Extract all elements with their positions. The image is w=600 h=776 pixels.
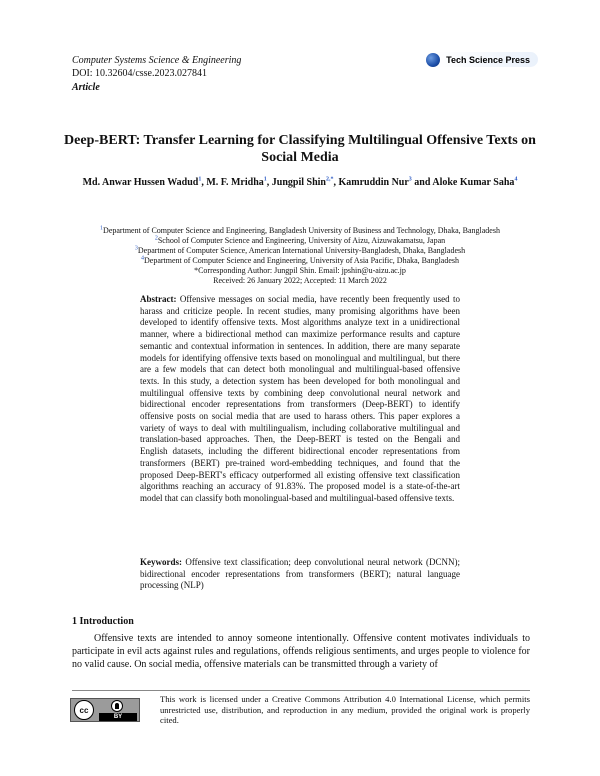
abstract-label: Abstract: [140, 294, 177, 304]
corresponding-author: *Corresponding Author: Jungpil Shin. Email: jpshin@u-aizu.ac.jp [194, 266, 406, 275]
section-body: Offensive texts are intended to annoy someone intentionally. Offensive content motivates individuals to participate in evil acts against rules and regulations, offends religious sentiments, and urges people to violence for no valid cause. On social media, offensive materials can be transmitted through a variety of [72, 633, 530, 670]
cc-by-license-badge[interactable] [70, 698, 140, 722]
abstract-text: Offensive messages on social media, have recently been frequently used to harass and criticize people. In recent studies, many promising algorithms have been developed to identify offensive texts. Most algorithms analyze text in a unidirectional manner, where a bidirectional method can maximize performance results and capture semantic and contextual information in sentences. In addition, there are many separate models for identifying offensive texts based on monolingual and multilingual, but there are a few models that can detect both monolingual and multilingual-based offensive texts. In this study, a detection system has been developed for both monolingual and multilingual offensive texts by combining deep convolutional neural network and bidirectional encoder representations from transformers (Deep-BERT) to identify offensive posts on social media that are used to harass others. This paper explores a variety of ways to deal with multilingualism, including collaborative multilingual and translation-based approaches. Then, the Deep-BERT is tested on the Bengali and English datasets, including the different bidirectional encoder representations from transformers (BERT) pre-trained word-embedding techniques, and found that the proposed Deep-BERT's efficacy outperformed all existing offensive text classification algorithms reaching an accuracy of 91.83%. The proposed model is a state-of-the-art model that can classify both monolingual-based and multilingual-based offensive texts. [140, 294, 461, 503]
author[interactable]: Kamruddin Nur$^3$ [338, 176, 412, 188]
affiliation: $^4$Department of Computer Science and Engineering, University of Asia Pacific, Dhaka, Bangladesh [140, 255, 460, 265]
publisher-globe-icon [426, 53, 440, 67]
affiliation: $^2$School of Computer Science and Engineering, University of Aizu, Aizuwakamatsu, Japan [154, 235, 446, 245]
received-accepted-dates: Received: 26 January 2022; Accepted: 11 March 2022 [213, 276, 387, 285]
affiliation: $^3$Department of Computer Science, American International University-Bangladesh, Dhaka, Bangladesh [134, 245, 466, 255]
section-heading: 1 Introduction [72, 616, 134, 627]
doi[interactable]: DOI: 10.32604/csse.2023.027841 [72, 68, 207, 79]
keywords-text: Offensive text classification; deep convolutional neural network (DCNN); bidirectional encoder representations from transformers (BERT); natural language processing (NLP) [140, 557, 460, 591]
author[interactable]: M. F. Mridha$^1$ [206, 176, 267, 188]
author[interactable]: Md. Anwar Hussen Wadud$^1$ [82, 176, 202, 188]
affiliation: $^1$Department of Computer Science and Engineering, Bangladesh University of Business and Technology, Dhaka, Bangladesh [100, 225, 500, 235]
publisher-logo [430, 52, 538, 67]
author[interactable]: Aloke Kumar Saha$^4$ [432, 176, 518, 188]
keywords [140, 557, 460, 592]
creative-commons-icon: cc [74, 700, 94, 720]
attribution-person-icon [111, 700, 123, 712]
author-list: Md. Anwar Hussen Wadud$^1$, M. F. Mridha$^1$, Jungpil Shin$^{2,*}$, Kamruddin Nur$^3$ and Aloke Kumar Saha$^4$ [82, 176, 518, 188]
footer-divider [72, 690, 530, 691]
article-type: Article [72, 82, 100, 93]
paper-title: Deep-BERT: Transfer Learning for Classifying Multilingual Offensive Texts on Social Media [64, 133, 536, 165]
publisher-name: Tech Science Press [446, 54, 530, 65]
affiliations [60, 226, 540, 286]
abstract [140, 294, 460, 505]
by-label: BY [99, 713, 137, 721]
keywords-label: Keywords: [140, 557, 182, 567]
journal-name: Computer Systems Science & Engineering [72, 55, 242, 66]
author[interactable]: Jungpil Shin$^{2,*}$ [271, 176, 334, 188]
license-text: This work is licensed under a Creative Commons Attribution 4.0 International License, which permits unrestricted use, distribution, and reproduction in any medium, provided the original work is properly cited. [160, 694, 530, 725]
